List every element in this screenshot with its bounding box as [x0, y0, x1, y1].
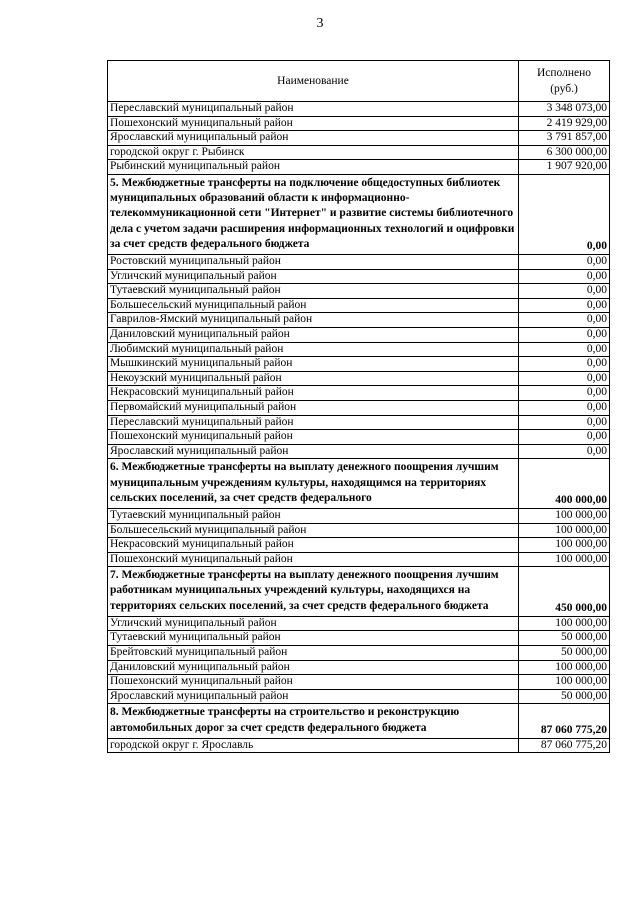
- row-name: Некоузский муниципальный район: [108, 371, 519, 386]
- row-name: Ростовский муниципальный район: [108, 254, 519, 269]
- table-row: [108, 675, 610, 690]
- row-name: Мышкинский муниципальный район: [108, 357, 519, 372]
- table-row: [108, 616, 610, 631]
- row-name: Пошехонский муниципальный район: [108, 430, 519, 445]
- row-amount: 100 000,00: [519, 538, 610, 553]
- row-amount: 0,00: [519, 371, 610, 386]
- page-number: 3: [316, 16, 324, 31]
- table-row: [108, 254, 610, 269]
- table-row: [108, 313, 610, 328]
- row-name: Ярославский муниципальный район: [108, 444, 519, 459]
- table-row: [108, 371, 610, 386]
- table-row: [108, 415, 610, 430]
- section-title: 8. Межбюджетные трансферты на строительство и реконструкцию автомобильных дорог за счет средств федерального бюджета: [108, 704, 519, 738]
- column-header-amount-line2: (руб.): [550, 83, 578, 95]
- column-header-amount-line1: Исполнено: [536, 67, 592, 79]
- row-amount: 1 907 920,00: [519, 160, 610, 175]
- row-name: Некрасовский муниципальный район: [108, 386, 519, 401]
- section-amount: 400 000,00: [519, 459, 610, 509]
- section-title: 5. Межбюджетные трансферты на подключение общедоступных библиотек муниципальных образований области к информационно-телекоммуникационной сети "Интернет" и развитие системы библиотечного дела с учетом задачи расширения информационных технологий и оцифровки за счет средств федерального бюджета: [108, 174, 519, 254]
- section-amount: 450 000,00: [519, 567, 610, 617]
- section-amount: 0,00: [519, 174, 610, 254]
- row-name: Угличский муниципальный район: [108, 616, 519, 631]
- table-row: [108, 342, 610, 357]
- row-amount: 0,00: [519, 313, 610, 328]
- row-amount: 2 419 929,00: [519, 116, 610, 131]
- row-name: Любимский муниципальный район: [108, 342, 519, 357]
- row-name: Первомайский муниципальный район: [108, 400, 519, 415]
- row-amount: 0,00: [519, 269, 610, 284]
- table-row: [108, 523, 610, 538]
- row-name: Пошехонский муниципальный район: [108, 675, 519, 690]
- table-row: [108, 430, 610, 445]
- section-amount: 87 060 775,20: [519, 704, 610, 738]
- table-header-row: [108, 61, 610, 102]
- row-name: Большесельский муниципальный район: [108, 523, 519, 538]
- row-name: городской округ г. Ярославль: [108, 738, 519, 753]
- row-amount: 0,00: [519, 357, 610, 372]
- table-row: [108, 386, 610, 401]
- row-amount: 100 000,00: [519, 523, 610, 538]
- column-header-name: Наименование: [108, 61, 519, 102]
- section-row: [108, 567, 610, 617]
- row-amount: 50 000,00: [519, 646, 610, 661]
- table-row: [108, 552, 610, 567]
- table-row: [108, 284, 610, 299]
- row-amount: 0,00: [519, 400, 610, 415]
- table-row: [108, 689, 610, 704]
- table-row: [108, 400, 610, 415]
- row-name: Угличский муниципальный район: [108, 269, 519, 284]
- row-name: Ярославский муниципальный район: [108, 131, 519, 146]
- table-row: [108, 116, 610, 131]
- row-name: Пошехонский муниципальный район: [108, 116, 519, 131]
- table-body: [108, 102, 610, 753]
- row-name: Рыбинский муниципальный район: [108, 160, 519, 175]
- row-amount: 87 060 775,20: [519, 738, 610, 753]
- row-amount: 0,00: [519, 430, 610, 445]
- table-row: [108, 646, 610, 661]
- row-name: Тутаевский муниципальный район: [108, 631, 519, 646]
- section-title: 6. Межбюджетные трансферты на выплату денежного поощрения лучшим муниципальным учреждениям культуры, находящимся на территориях сельских поселений, за счет средств федерального: [108, 459, 519, 509]
- row-name: Ярославский муниципальный район: [108, 689, 519, 704]
- row-amount: 0,00: [519, 298, 610, 313]
- table-row: [108, 131, 610, 146]
- row-amount: 3 348 073,00: [519, 102, 610, 117]
- budget-table: [107, 60, 610, 753]
- section-row: [108, 459, 610, 509]
- row-amount: 0,00: [519, 415, 610, 430]
- table-row: [108, 160, 610, 175]
- row-amount: 100 000,00: [519, 616, 610, 631]
- table-row: [108, 660, 610, 675]
- table-row: [108, 298, 610, 313]
- row-name: Даниловский муниципальный район: [108, 327, 519, 342]
- row-amount: 100 000,00: [519, 675, 610, 690]
- row-amount: 0,00: [519, 444, 610, 459]
- row-name: Тутаевский муниципальный район: [108, 508, 519, 523]
- row-name: Переславский муниципальный район: [108, 415, 519, 430]
- row-name: Даниловский муниципальный район: [108, 660, 519, 675]
- row-amount: 50 000,00: [519, 689, 610, 704]
- row-name: Пошехонский муниципальный район: [108, 552, 519, 567]
- section-row: [108, 174, 610, 254]
- table-row: [108, 538, 610, 553]
- table-row: [108, 631, 610, 646]
- row-amount: 0,00: [519, 284, 610, 299]
- row-name: Переславский муниципальный район: [108, 102, 519, 117]
- table-row: [108, 327, 610, 342]
- row-amount: 50 000,00: [519, 631, 610, 646]
- section-row: [108, 704, 610, 738]
- table-row: [108, 102, 610, 117]
- row-name: Большесельский муниципальный район: [108, 298, 519, 313]
- table-row: [108, 738, 610, 753]
- table-row: [108, 145, 610, 160]
- table-row: [108, 357, 610, 372]
- row-amount: 0,00: [519, 327, 610, 342]
- table-row: [108, 444, 610, 459]
- row-amount: 0,00: [519, 254, 610, 269]
- row-name: Тутаевский муниципальный район: [108, 284, 519, 299]
- table-row: [108, 508, 610, 523]
- column-header-amount: [519, 61, 610, 102]
- row-name: Некрасовский муниципальный район: [108, 538, 519, 553]
- row-amount: 3 791 857,00: [519, 131, 610, 146]
- row-name: Брейтовский муниципальный район: [108, 646, 519, 661]
- row-amount: 6 300 000,00: [519, 145, 610, 160]
- row-amount: 0,00: [519, 386, 610, 401]
- row-amount: 100 000,00: [519, 508, 610, 523]
- row-amount: 0,00: [519, 342, 610, 357]
- row-name: городской округ г. Рыбинск: [108, 145, 519, 160]
- row-amount: 100 000,00: [519, 552, 610, 567]
- row-name: Гаврилов-Ямский муниципальный район: [108, 313, 519, 328]
- section-title: 7. Межбюджетные трансферты на выплату денежного поощрения лучшим работникам муниципальных учреждений культуры, находящихся на территориях сельских поселений, за счет средств федерального бюджета: [108, 567, 519, 617]
- row-amount: 100 000,00: [519, 660, 610, 675]
- table-row: [108, 269, 610, 284]
